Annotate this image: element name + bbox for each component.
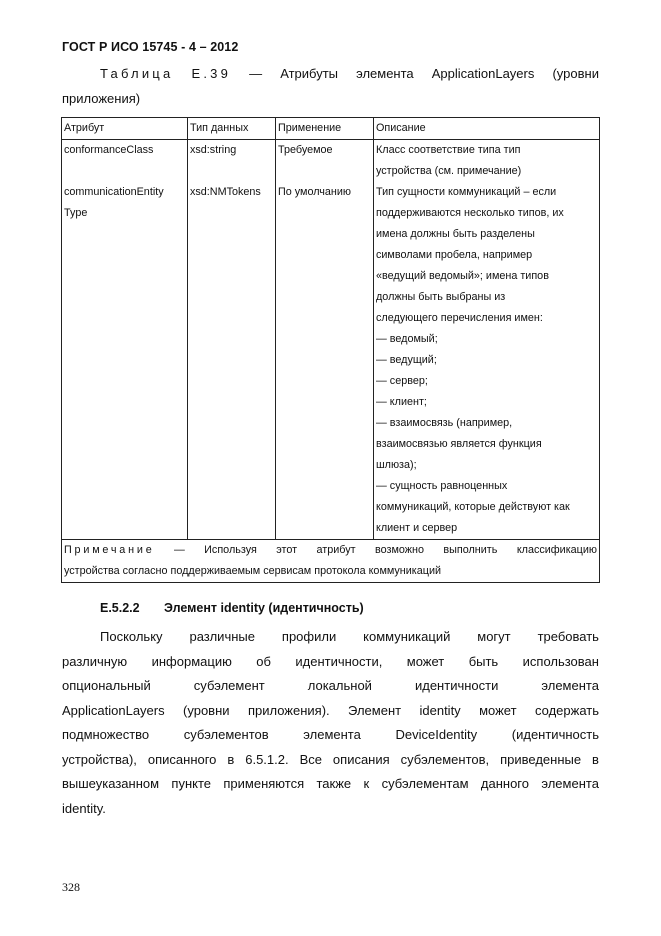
paragraph-line: [62, 625, 599, 650]
paragraph-line: [62, 748, 599, 773]
description-line: взаимосвязью является функция: [376, 438, 542, 450]
paragraph-word: быть: [468, 653, 499, 669]
note-label: Примечание: [64, 544, 155, 556]
description-line: — ведомый;: [376, 333, 438, 345]
paragraph-word: подмножество: [62, 727, 150, 742]
paragraph-word: идентичности: [414, 678, 499, 693]
usage-cell: Требуемое: [276, 140, 374, 183]
paragraph-word: различную: [62, 653, 128, 669]
paragraph-word: (уровни: [183, 702, 230, 718]
column-header-usage: Применение: [276, 118, 374, 140]
paragraph-line: [62, 699, 599, 724]
attributes-table: [61, 117, 600, 583]
column-header-description: Описание: [374, 118, 600, 140]
paragraph-word: в: [227, 751, 235, 767]
note-word: этот: [276, 544, 298, 556]
caption-word: элемента: [356, 66, 414, 81]
description-line: — взаимосвязь (например,: [376, 417, 513, 429]
note-line-1: [64, 540, 597, 561]
paragraph-word: элемента: [541, 678, 599, 693]
description-line: Класс соответствие типа тип: [376, 144, 521, 156]
paragraph-word: к: [363, 776, 370, 791]
caption-line-2: приложения): [62, 91, 141, 106]
paragraph-word: могут: [477, 629, 511, 644]
paragraph-word: элемента: [303, 727, 361, 742]
description-line: имена должны быть разделены: [376, 228, 535, 240]
paragraph-line: [62, 797, 599, 822]
paragraph-word: содержать: [534, 702, 599, 718]
description-line: клиент и сервер: [376, 522, 458, 534]
paragraph-word: локальной: [307, 678, 372, 693]
description-line: должны быть выбраны из: [376, 291, 506, 303]
description-line: следующего перечисления имен:: [376, 312, 543, 324]
caption-word: —: [249, 66, 263, 81]
description-line: Тип сущности коммуникаций – если: [376, 186, 557, 198]
attribute-name: Type: [64, 207, 88, 219]
paragraph-word: субэлементам: [381, 776, 469, 791]
paragraph-word: может: [479, 702, 517, 718]
paragraph-word: профили: [281, 629, 337, 644]
description-line: устройства (см. примечание): [376, 165, 522, 177]
note-word: возможно: [375, 544, 424, 556]
paragraph-word: Поскольку: [100, 629, 163, 644]
table-row: [62, 140, 600, 183]
note-word: выполнить: [443, 544, 498, 556]
attribute-cell: [62, 140, 188, 183]
description-line: — ведущий;: [376, 354, 437, 366]
paragraph-word: субэлементов,: [400, 751, 490, 767]
type-cell: xsd:string: [188, 140, 276, 183]
paragraph-word: также: [316, 776, 352, 791]
paragraph-word: опциональный: [62, 678, 151, 693]
paragraph-line: [62, 650, 599, 675]
caption-word: ApplicationLayers: [431, 66, 535, 81]
paragraph-word: данного: [480, 776, 529, 791]
paragraph-word: пункте: [171, 776, 212, 791]
table-note-row: [62, 540, 600, 583]
table-caption: [62, 61, 599, 111]
caption-line-1: [62, 61, 599, 86]
paragraph-word: Элемент: [348, 702, 402, 718]
description-line: — сущность равноценных: [376, 480, 508, 492]
description-line: коммуникаций, которые действуют как: [376, 501, 570, 513]
paragraph-word: вышеуказанном: [62, 776, 160, 791]
section-heading: [100, 601, 364, 615]
table-header-row: [62, 118, 600, 140]
paragraph-word: приложения).: [247, 702, 330, 718]
caption-label: Таблица: [100, 66, 174, 81]
description-line: символами пробела, например: [376, 249, 533, 261]
caption-word: (уровни: [552, 66, 599, 81]
paragraph-word: элемента: [541, 776, 599, 791]
paragraph-word: различные: [189, 629, 255, 644]
attribute-name: conformanceClass: [64, 144, 154, 156]
section-title: Элемент identity (идентичность): [164, 601, 364, 615]
paragraph-word: описанного: [147, 751, 217, 767]
paragraph-word: об: [256, 653, 271, 669]
paragraph-word: DeviceIdentity: [395, 727, 478, 742]
paragraph-word: 6.5.1.2.: [245, 751, 289, 767]
paragraph-word: может: [406, 653, 445, 669]
description-line: «ведущий ведомый»; имена типов: [376, 270, 549, 282]
paragraph-line: [62, 772, 599, 797]
document-code: ГОСТ Р ИСО 15745 - 4 – 2012: [62, 40, 239, 54]
column-header-attribute: Атрибут: [62, 118, 188, 140]
paragraph-word: в: [592, 751, 599, 767]
paragraph-word: Все: [299, 751, 322, 767]
paragraph-word: описания: [332, 751, 390, 767]
paragraph-word: идентичности,: [295, 653, 383, 669]
paragraph-word: приведенные: [500, 751, 582, 767]
usage-cell: По умолчанию: [276, 182, 374, 540]
type-cell: xsd:NMTokens: [188, 182, 276, 540]
description-cell: [374, 140, 600, 183]
note-word: атрибут: [316, 544, 356, 556]
paragraph-word: субэлемент: [193, 678, 265, 693]
note-word: —: [173, 544, 185, 556]
paragraph-word: ApplicationLayers: [62, 702, 165, 718]
paragraph-line: [62, 674, 599, 699]
description-line: — сервер;: [376, 375, 428, 387]
paragraph-word: коммуникаций: [363, 629, 451, 644]
body-paragraph: [62, 625, 599, 821]
paragraph-word: применяются: [223, 776, 305, 791]
attribute-cell: [62, 182, 188, 540]
paragraph-word: информацию: [151, 653, 232, 669]
attribute-name: communicationEntity: [64, 186, 164, 198]
note-word: классификацию: [516, 544, 597, 556]
paragraph-word: identity: [419, 702, 461, 718]
paragraph-line: [62, 723, 599, 748]
caption-word: Атрибуты: [280, 66, 338, 81]
paragraph-word: использован: [522, 653, 599, 669]
section-number: Е.5.2.2: [100, 601, 140, 615]
note-word: Используя: [204, 544, 257, 556]
paragraph-word: устройства),: [62, 751, 137, 767]
table-note: [62, 540, 600, 583]
paragraph-word: субэлементов: [183, 727, 269, 742]
page-number: 328: [62, 880, 80, 894]
paragraph-word: требовать: [537, 629, 599, 644]
paragraph-word: (идентичность: [511, 727, 599, 742]
caption-number: Е.39: [191, 66, 232, 81]
description-line: поддерживаются несколько типов, их: [376, 207, 564, 219]
description-line: шлюза);: [376, 459, 417, 471]
description-cell: [374, 182, 600, 540]
paragraph-word: identity.: [62, 800, 106, 816]
note-line-2: устройства согласно поддерживаемым сервисам протокола коммуникаций: [64, 565, 442, 577]
table-row: [62, 182, 600, 540]
description-line: — клиент;: [376, 396, 427, 408]
column-header-type: Тип данных: [188, 118, 276, 140]
